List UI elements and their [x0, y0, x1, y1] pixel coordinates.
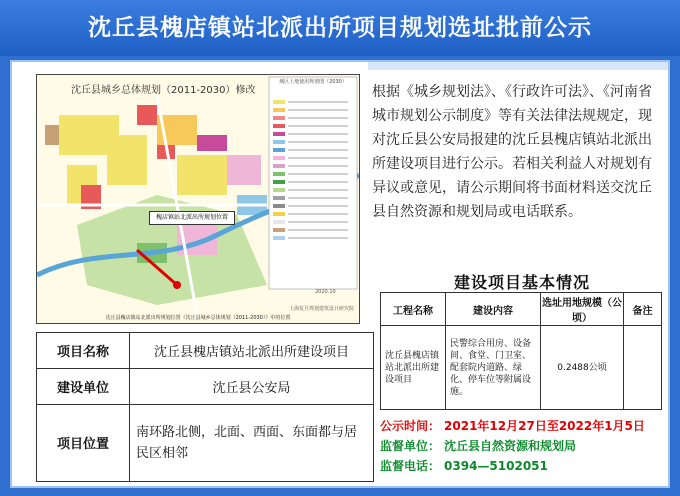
project-section-title: 建设项目基本情况: [453, 273, 590, 292]
legend-label-placeholder: [288, 109, 348, 111]
table-header-row: [381, 293, 662, 326]
project-info-table: [36, 332, 374, 482]
supervisor-phone-label: 监督电话：: [380, 459, 441, 473]
legend-label-placeholder: [288, 189, 348, 191]
legend-swatch: [273, 132, 285, 136]
legend-item: [273, 99, 355, 105]
legend-label-placeholder: [288, 205, 348, 207]
legend-label-placeholder: [288, 229, 348, 231]
legend-item: [273, 195, 355, 201]
supervision-info: [380, 416, 670, 476]
legend-label-placeholder: [288, 213, 348, 215]
supervisor-unit-value: 沈丘县自然资源和规划局: [444, 439, 577, 453]
page-title: 沈丘县槐店镇站北派出所项目规划选址批前公示: [88, 15, 592, 41]
legend-item: [273, 107, 355, 113]
legend-label-placeholder: [288, 173, 348, 175]
project-name-label: 项目名称: [37, 333, 130, 369]
legend-item: [273, 235, 355, 241]
legend-label-placeholder: [288, 117, 348, 119]
legend-label-placeholder: [288, 221, 348, 223]
legend-swatch: [273, 164, 285, 168]
location-label: 项目位置: [37, 404, 130, 481]
legend-swatch: [273, 116, 285, 120]
legend-swatch: [273, 172, 285, 176]
publicity-time: [380, 416, 670, 436]
planning-map: [36, 74, 360, 324]
legend-item: [273, 123, 355, 129]
supervisor-unit: [380, 436, 670, 456]
legend-label-placeholder: [288, 165, 348, 167]
legend-swatch: [273, 180, 285, 184]
legend-swatch: [273, 188, 285, 192]
legend-swatch: [273, 212, 285, 216]
location-value: 南环路北侧，北面、西面、东面都与居民区相邻: [130, 404, 374, 481]
legend-swatch: [273, 204, 285, 208]
map-title: 沈丘县城乡总体规划（2011-2030）修改: [71, 85, 256, 96]
legend-item: [273, 171, 355, 177]
legend-swatch: [273, 140, 285, 144]
legend-swatch: [273, 196, 285, 200]
publicity-time-label: 公示时间：: [380, 419, 441, 433]
legend-item: [273, 219, 355, 225]
site-callout: 槐店镇站北派出所规划位置: [149, 211, 235, 225]
table-row: [37, 404, 374, 481]
table-row: [37, 368, 374, 404]
legend-item: [273, 147, 355, 153]
legend-item: [273, 139, 355, 145]
legend-item: [273, 115, 355, 121]
legend-item: [273, 187, 355, 193]
table-row: [381, 326, 662, 410]
legend-label-placeholder: [288, 149, 348, 151]
map-date: 2020.10: [315, 289, 336, 295]
content-panel: [10, 60, 670, 488]
legend-item: [273, 211, 355, 217]
legend-swatch: [273, 100, 285, 104]
legend-swatch: [273, 220, 285, 224]
cell-project-content: 民警综合用房、设备间、食堂、门卫室、配套院内道路、绿化、停车位等附属设施。: [446, 326, 541, 410]
table-row: [37, 333, 374, 369]
legend-swatch: [273, 228, 285, 232]
project-detail-table: [380, 292, 662, 410]
map-caption: 沈丘县槐店镇站北派出所规划位置《沈丘县城乡总体规划（2011-2030）》中的位置: [105, 315, 291, 321]
map-institute: 上海复旦规划建筑设计研究院: [289, 306, 355, 312]
cell-project-note: [624, 326, 662, 410]
publicity-time-value: 2021年12月27日至2022年1月5日: [444, 419, 645, 433]
legend-item: [273, 203, 355, 209]
cell-project-name: 沈丘县槐店镇站北派出所建设项目: [381, 326, 446, 410]
project-name-value: 沈丘县槐店镇站北派出所建设项目: [130, 333, 374, 369]
legend-swatch: [273, 236, 285, 240]
col-header-name: 工程名称: [381, 293, 446, 326]
notice-text: 根据《城乡规划法》、《行政许可法》、《河南省城市规划公示制度》等有关法律法规规定，现对沈丘县公安局报建的沈丘县槐店镇站北派出所建设项目进行公示。若相关利益人对规划有异议或意见，请公示期间将书面材料送交沈丘县自然资源和规划局或电话联系。: [372, 84, 652, 220]
legend-label-placeholder: [288, 237, 348, 239]
legend-label-placeholder: [288, 133, 348, 135]
builder-label: 建设单位: [37, 368, 130, 404]
supervisor-phone-value[interactable]: 0394—5102051: [444, 459, 548, 473]
legend-label-placeholder: [288, 157, 348, 159]
panel-decoration: [368, 62, 668, 70]
legend-item: [273, 179, 355, 185]
legend-swatch: [273, 108, 285, 112]
legend-item: [273, 155, 355, 161]
legend-swatch: [273, 148, 285, 152]
builder-value: 沈丘县公安局: [130, 368, 374, 404]
map-legend: [273, 99, 355, 243]
legend-label-placeholder: [288, 197, 348, 199]
col-header-content: 建设内容: [446, 293, 541, 326]
map-legend-title: 城区土地使用规划图（2030）: [279, 79, 347, 85]
legend-label-placeholder: [288, 141, 348, 143]
supervisor-unit-label: 监督单位：: [380, 439, 441, 453]
header-bar: [0, 0, 680, 56]
cell-project-area: 0.2488公顷: [541, 326, 624, 410]
legend-item: [273, 131, 355, 137]
col-header-note: 备注: [624, 293, 662, 326]
legend-label-placeholder: [288, 125, 348, 127]
legend-label-placeholder: [288, 181, 348, 183]
legend-item: [273, 163, 355, 169]
legend-label-placeholder: [288, 101, 348, 103]
legend-swatch: [273, 156, 285, 160]
col-header-area: 选址用地规模（公顷）: [541, 293, 624, 326]
legend-item: [273, 227, 355, 233]
legend-swatch: [273, 124, 285, 128]
supervisor-phone: [380, 456, 670, 476]
